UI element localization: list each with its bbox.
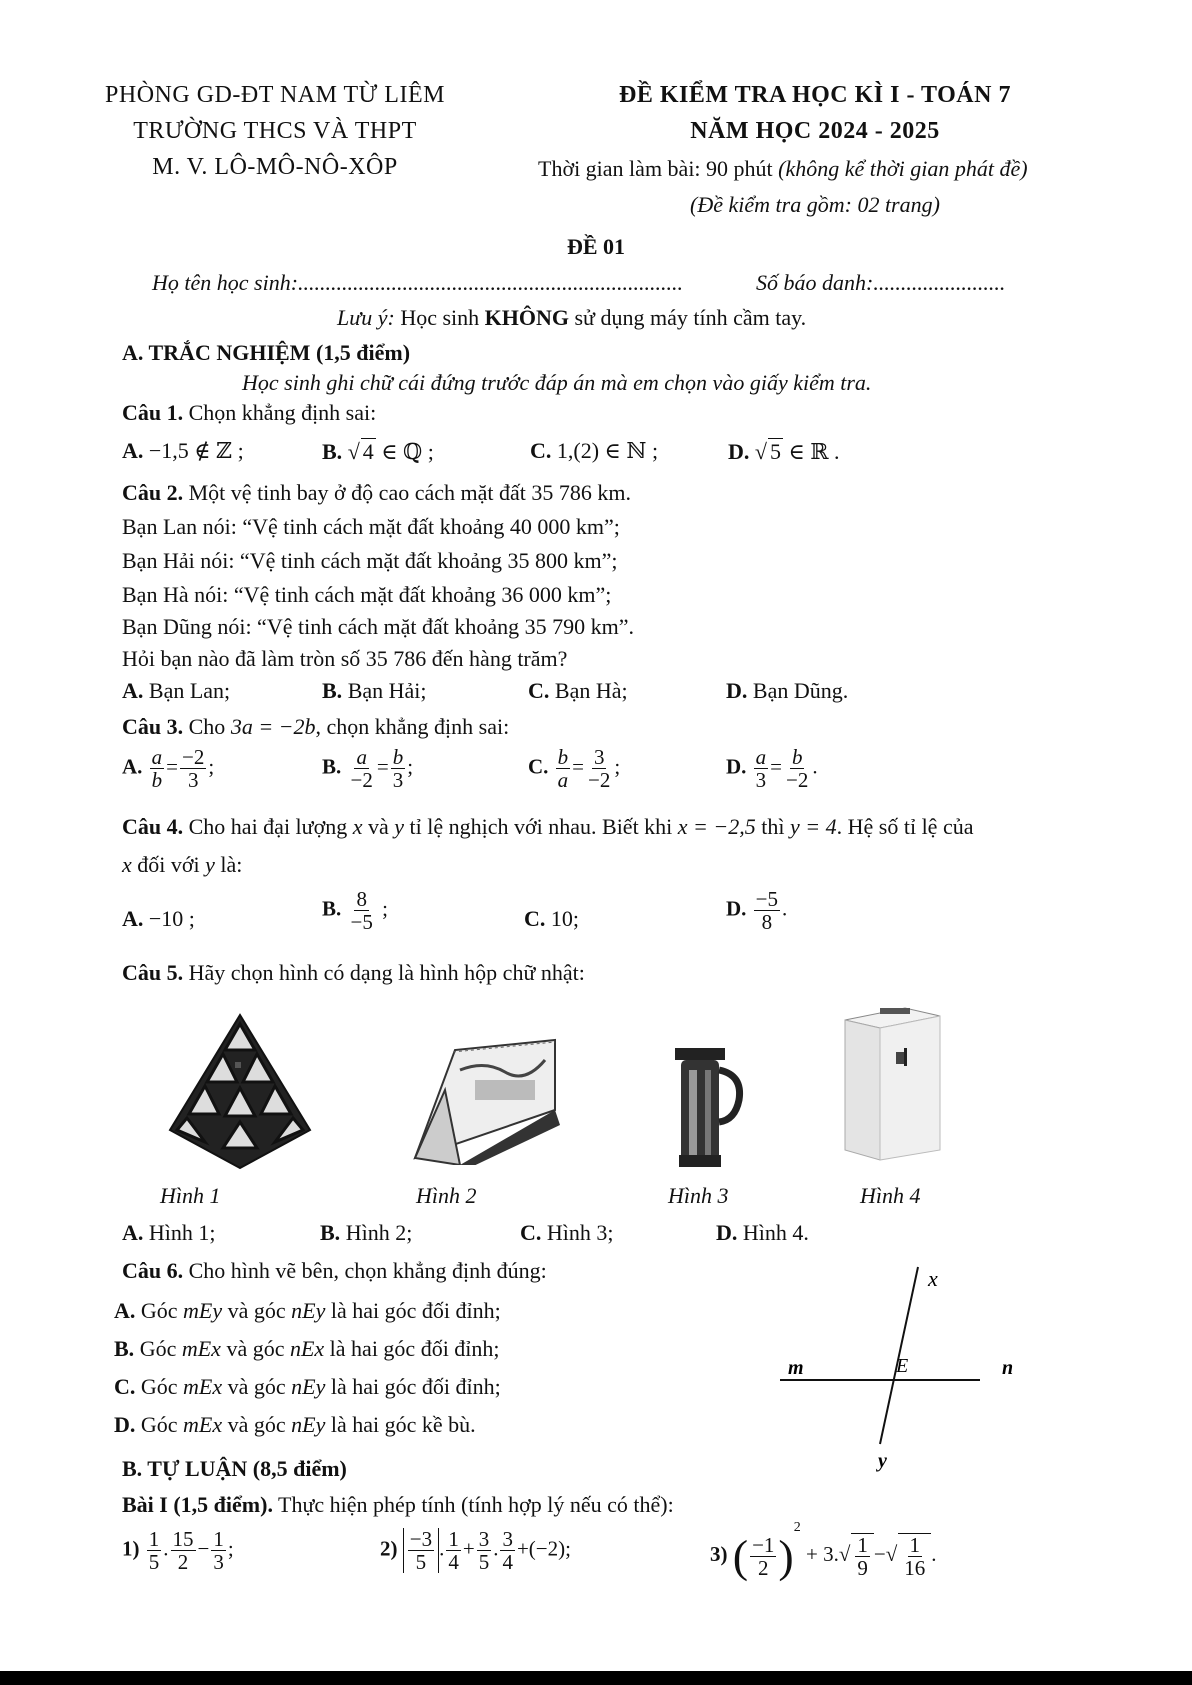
q3-stem: Câu 3. Cho 3a = −2b, chọn khẳng định sai: bbox=[122, 714, 510, 739]
bai1-stem: Bài I (1,5 điểm). Thực hiện phép tính (tính hợp lý nếu có thể): bbox=[122, 1492, 674, 1517]
school-name-2: M. V. LÔ-MÔ-NÔ-XÔP bbox=[152, 154, 398, 180]
q1-option-b: B. √ 4 ∈ ℚ ; bbox=[322, 439, 434, 464]
q2-option-c: C. Bạn Hà; bbox=[528, 678, 628, 703]
school-name: TRƯỜNG THCS VÀ THPT bbox=[133, 118, 417, 144]
q3-option-a: A. $\frac{a}{b}$ = $\frac{-2}{3}$ ; bbox=[122, 745, 215, 793]
q5-option-d: D. Hình 4. bbox=[716, 1220, 809, 1245]
part-b-title: B. TỰ LUẬN (8,5 điểm) bbox=[122, 1456, 347, 1481]
q5-stem: Câu 5. Hãy chọn hình có dạng là hình hộp chữ nhật: bbox=[122, 960, 585, 985]
q3-option-b: B. $\frac{a}{-2}$ = $\frac{b}{3}$ ; bbox=[322, 745, 414, 793]
box-image bbox=[840, 1000, 950, 1165]
label-n: n bbox=[1002, 1357, 1014, 1379]
q5-option-c: C. Hình 3; bbox=[520, 1220, 614, 1245]
q6-option-c: C. Góc mEx và góc nEy là hai góc đối đỉnh; bbox=[114, 1374, 501, 1399]
q1-stem: Câu 1. Chọn khẳng định sai: bbox=[122, 400, 377, 425]
label-y: y bbox=[878, 1450, 887, 1472]
q2-line2: Bạn Hải nói: “Vệ tinh cách mặt đất khoảng 35 800 km”; bbox=[122, 548, 618, 573]
page-bottom-bar bbox=[0, 1671, 1192, 1685]
q3-option-d: D. $\frac{a}{3}$ = $\frac{b}{-2}$ . bbox=[726, 745, 818, 793]
desk-calendar-image bbox=[405, 1030, 565, 1165]
q6-option-b: B. Góc mEx và góc nEx là hai góc đối đỉnh; bbox=[114, 1336, 500, 1361]
q2-stem: Câu 2. Một vệ tinh bay ở độ cao cách mặt đất 35 786 km. bbox=[122, 480, 631, 505]
q2-option-b: B. Bạn Hải; bbox=[322, 678, 427, 703]
note: Lưu ý: Học sinh KHÔNG sử dụng máy tính cầm tay. bbox=[337, 305, 807, 330]
fig4-caption: Hình 4 bbox=[860, 1183, 921, 1208]
fig3-caption: Hình 3 bbox=[668, 1183, 729, 1208]
intersecting-lines-diagram bbox=[780, 1262, 1020, 1472]
q5-option-a: A. Hình 1; bbox=[122, 1220, 216, 1245]
expr-1: 1) $\frac{1}{5}$ . $\frac{15}{2}$ − $\frac{1}{3}$ ; bbox=[122, 1527, 234, 1575]
q1-option-a: A. −1,5 ∉ ℤ ; bbox=[122, 438, 244, 463]
exam-title: ĐỀ KIỂM TRA HỌC KÌ I - TOÁN 7 bbox=[619, 82, 1011, 108]
q6-stem: Câu 6. Cho hình vẽ bên, chọn khẳng định đúng: bbox=[122, 1258, 547, 1283]
school-dept: PHÒNG GD-ĐT NAM TỪ LIÊM bbox=[105, 82, 445, 108]
page-count: (Đề kiểm tra gồm: 02 trang) bbox=[690, 192, 940, 217]
q4-option-c: C. 10; bbox=[524, 906, 580, 931]
label-E: E bbox=[896, 1355, 909, 1377]
q4-stem-line2: x đối với y là: bbox=[122, 852, 243, 877]
q2-line3: Bạn Hà nói: “Vệ tinh cách mặt đất khoảng 36 000 km”; bbox=[122, 582, 612, 607]
label-x: x bbox=[928, 1266, 938, 1291]
school-year: NĂM HỌC 2024 - 2025 bbox=[690, 118, 940, 144]
q4-stem: Câu 4. Cho hai đại lượng x và y tỉ lệ nghịch với nhau. Biết khi x = −2,5 thì y = 4. Hệ số tỉ lệ của bbox=[122, 814, 974, 839]
student-name-field: Họ tên học sinh:...................................................................... bbox=[152, 270, 684, 295]
exam-code: ĐỀ 01 bbox=[566, 234, 626, 259]
expr-3: 3) ( $\frac{-1}{2}$ )$^2$ + 3.√ $\frac{1}{9}$ −√ $\frac{1}{16}$ . bbox=[710, 1520, 937, 1582]
q6-option-a: A. Góc mEy và góc nEy là hai góc đối đỉnh; bbox=[114, 1298, 501, 1323]
fig2-caption: Hình 2 bbox=[416, 1183, 477, 1208]
q2-line5: Hỏi bạn nào đã làm tròn số 35 786 đến hàng trăm? bbox=[122, 646, 568, 671]
q2-line1: Bạn Lan nói: “Vệ tinh cách mặt đất khoảng 40 000 km”; bbox=[122, 514, 620, 539]
student-id-field: Số báo danh:........................ bbox=[756, 270, 1006, 295]
q2-option-d: D. Bạn Dũng. bbox=[726, 678, 849, 703]
part-a-instruction: Học sinh ghi chữ cái đứng trước đáp án mà em chọn vào giấy kiểm tra. bbox=[242, 370, 872, 395]
q4-option-d: D. $\frac{-5}{8}$ . bbox=[726, 887, 788, 935]
q2-line4: Bạn Dũng nói: “Vệ tinh cách mặt đất khoảng 35 790 km”. bbox=[122, 614, 634, 639]
q1-option-c: C. 1,(2) ∈ ℕ ; bbox=[530, 438, 659, 463]
q1-option-d: D. √ 5 ∈ ℝ . bbox=[728, 439, 840, 464]
q2-option-a: A. Bạn Lan; bbox=[122, 678, 231, 703]
fig1-caption: Hình 1 bbox=[160, 1183, 221, 1208]
q4-option-b: B. $\frac{8}{-5}$ ; bbox=[322, 887, 388, 935]
exam-duration: Thời gian làm bài: 90 phút (không kể thời gian phát đề) bbox=[538, 156, 1028, 181]
label-m: m bbox=[788, 1357, 804, 1379]
part-a-title: A. TRẮC NGHIỆM (1,5 điểm) bbox=[122, 340, 411, 365]
q4-option-a: A. −10 ; bbox=[122, 906, 195, 931]
pyramid-puzzle-image bbox=[165, 1010, 315, 1170]
expr-2: 2) $\frac{-3}{5}$ . $\frac{1}{4}$ + $\frac{3}{5}$ . $\frac{3}{4}$ +(−2); bbox=[380, 1527, 571, 1575]
q5-option-b: B. Hình 2; bbox=[320, 1220, 413, 1245]
q3-option-c: C. $\frac{b}{a}$ = $\frac{3}{-2}$ ; bbox=[528, 745, 621, 793]
q6-option-d: D. Góc mEx và góc nEy là hai góc kề bù. bbox=[114, 1412, 476, 1437]
thermos-flask-image bbox=[665, 1040, 750, 1170]
